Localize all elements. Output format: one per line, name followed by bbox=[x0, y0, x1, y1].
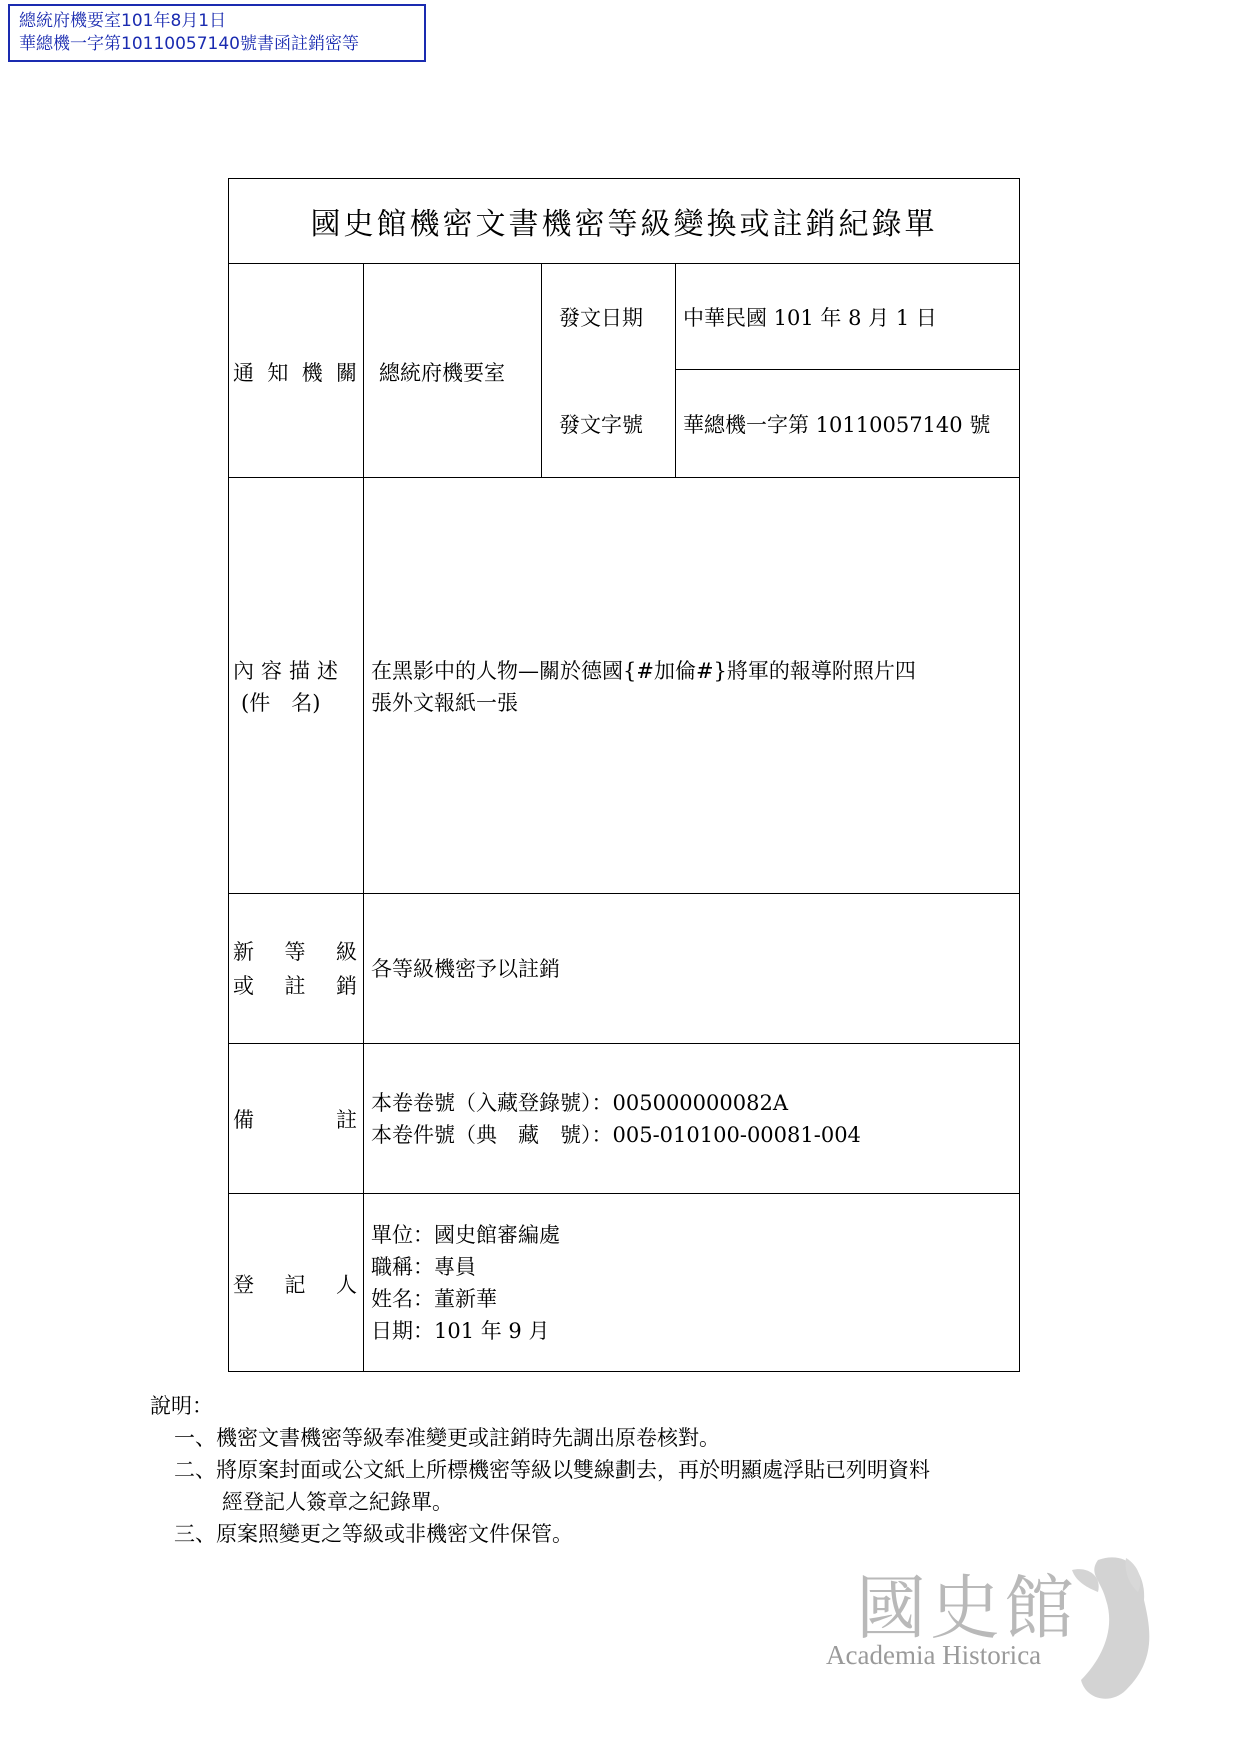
issue-date-label: 發文日期 bbox=[559, 306, 643, 330]
label-char: 級 bbox=[336, 940, 357, 964]
rule bbox=[675, 263, 676, 477]
stamp-line-2: 華總機一字第10110057140號書函註銷密等 bbox=[19, 34, 359, 54]
label-char: 記 bbox=[284, 1273, 306, 1297]
label-char: 關 bbox=[335, 361, 357, 385]
rule bbox=[541, 263, 542, 477]
label-char: 登 bbox=[233, 1273, 254, 1297]
remarks-value bbox=[371, 1087, 861, 1151]
note-item-1: 一、機密文書機密等級奉准變更或註銷時先調出原卷核對。 bbox=[174, 1426, 720, 1450]
new-level-label bbox=[233, 935, 357, 1003]
label-char: 機 bbox=[301, 361, 323, 385]
stamp-line-1: 總統府機要室101年8月1日 bbox=[19, 11, 227, 31]
description-value bbox=[371, 655, 916, 719]
note-item-2-line-2: 經登記人簽章之紀錄單。 bbox=[222, 1490, 453, 1514]
label-char: 註 bbox=[336, 1108, 357, 1132]
notes-heading: 說明： bbox=[150, 1394, 213, 1418]
registrar-name: 姓名：董新華 bbox=[371, 1287, 497, 1311]
rule bbox=[229, 1193, 1019, 1194]
record-form bbox=[228, 178, 1020, 1372]
archive-stamp bbox=[8, 4, 426, 62]
description-label bbox=[233, 655, 345, 719]
registrar-value bbox=[371, 1219, 560, 1347]
remarks-line-1: 本卷卷號（入藏登錄號）：005000000082A bbox=[371, 1091, 788, 1115]
rule bbox=[363, 263, 364, 1371]
description-line-1: 在黑影中的人物—關於德國{#加倫#}將軍的報導附照片四 bbox=[371, 659, 916, 683]
academia-historica-logo bbox=[826, 1540, 1206, 1710]
remarks-label bbox=[233, 1104, 357, 1134]
label-char: 備 bbox=[233, 1108, 254, 1132]
rule bbox=[675, 369, 1019, 370]
description-line-2: 張外文報紙一張 bbox=[371, 691, 518, 715]
description-label-line-2: (件 名) bbox=[241, 691, 321, 715]
label-char: 知 bbox=[267, 361, 289, 385]
registrar-unit: 單位：國史館審編處 bbox=[371, 1223, 560, 1247]
registrar-title: 職稱：專員 bbox=[371, 1255, 476, 1279]
label-char: 等 bbox=[284, 940, 306, 964]
label-char: 或 bbox=[233, 974, 254, 998]
new-level-value: 各等級機密予以註銷 bbox=[371, 957, 560, 981]
rule bbox=[229, 1043, 1019, 1044]
notifying-agency-label bbox=[233, 357, 357, 387]
label-char: 通 bbox=[233, 361, 254, 385]
notifying-agency-value: 總統府機要室 bbox=[379, 361, 505, 385]
registrar-label bbox=[233, 1269, 357, 1299]
logo-english-text: Academia Historica bbox=[826, 1640, 1042, 1670]
registrar-date: 日期：101 年 9 月 bbox=[371, 1319, 550, 1343]
label-char: 註 bbox=[284, 974, 306, 998]
logo-cjk-text: 國史館 bbox=[856, 1567, 1078, 1649]
label-char: 人 bbox=[336, 1273, 357, 1297]
note-item-3: 三、原案照變更之等級或非機密文件保管。 bbox=[174, 1522, 573, 1546]
issue-number-value: 華總機一字第 10110057140 號 bbox=[683, 413, 991, 437]
remarks-line-2: 本卷件號（典 藏 號）：005-010100-00081-004 bbox=[371, 1123, 861, 1147]
label-char: 銷 bbox=[336, 974, 357, 998]
issue-number-label: 發文字號 bbox=[559, 413, 643, 437]
label-char: 新 bbox=[233, 940, 254, 964]
note-item-2-line-1: 二、將原案封面或公文紙上所標機密等級以雙線劃去，再於明顯處浮貼已列明資料 bbox=[174, 1458, 930, 1482]
rule bbox=[229, 263, 1019, 264]
rule bbox=[229, 893, 1019, 894]
description-label-line-1: 內容描述 bbox=[233, 659, 345, 683]
issue-date-value: 中華民國 101 年 8 月 1 日 bbox=[683, 306, 937, 330]
form-title: 國史館機密文書機密等級變換或註銷紀錄單 bbox=[310, 207, 938, 242]
rule bbox=[229, 477, 1019, 478]
explanation-notes bbox=[150, 1390, 930, 1550]
